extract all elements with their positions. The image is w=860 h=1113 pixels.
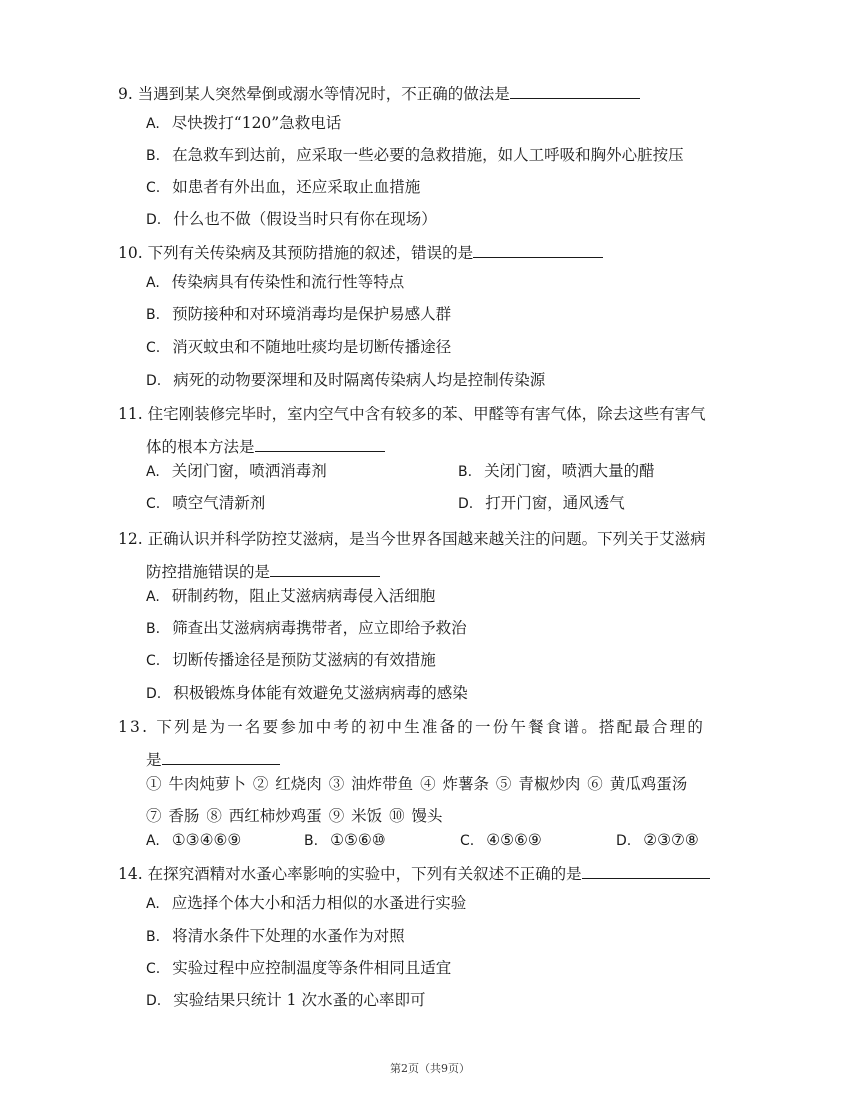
question-13-option-c: C. ④⑤⑥⑨ [460,831,542,849]
question-9-option-b: B. 在急救车到达前，应采取一些必要的急救措施，如人工呼吸和胸外心脏按压 [146,146,684,164]
question-text: 下列是为一名要参加中考的初中生准备的一份午餐食谱。搭配最合理的 [156,718,706,736]
page-footer: 第2页（共9页） [390,1062,470,1075]
question-text-cont: 防控措施错误的是 [146,563,271,581]
question-11-stem [118,398,763,464]
answer-blank[interactable] [510,82,640,99]
question-13-option-b: B. ①⑤⑥⑩ [304,831,386,849]
question-text: 在探究酒精对水蚤心率影响的实验中，下列有关叙述不正确的是 [147,865,582,883]
question-14-option-b: B. 将清水条件下处理的水蚤作为对照 [146,927,405,945]
menu-items-line-1: ① 牛肉炖萝卜 ② 红烧肉 ③ 油炸带鱼 ④ 炸薯条 ⑤ 青椒炒肉 ⑥ 黄瓜鸡蛋汤 [146,775,688,793]
question-11-option-b: B. 关闭门窗，喷洒大量的醋 [458,462,655,480]
question-10-option-c: C. 消灭蚊虫和不随地吐痰均是切断传播途径 [146,338,452,356]
question-11-option-a: A. 关闭门窗，喷洒消毒剂 [146,462,327,480]
question-9-stem [118,78,763,111]
question-text-cont: 体的根本方法是 [146,438,255,456]
question-12-option-a: A. 研制药物，阻止艾滋病病毒侵入活细胞 [146,587,436,605]
question-number: 12. [118,530,143,548]
question-12-stem [118,523,763,589]
menu-items-line-2: ⑦ 香肠 ⑧ 西红柿炒鸡蛋 ⑨ 米饭 ⑩ 馒头 [146,807,443,825]
question-9-option-a: A. 尽快拨打“120”急救电话 [146,114,342,132]
question-text: 住宅刚装修完毕时，室内空气中含有较多的苯、甲醛等有害气体，除去这些有害气 [147,405,706,423]
question-14-option-a: A. 应选择个体大小和活力相似的水蚤进行实验 [146,894,467,912]
question-text: 当遇到某人突然晕倒或溺水等情况时，不正确的做法是 [137,85,510,103]
question-12-option-c: C. 切断传播途径是预防艾滋病的有效措施 [146,651,436,669]
question-number: 14. [118,865,143,883]
question-11-option-c: C. 喷空气清新剂 [146,494,266,512]
question-10-stem [118,237,763,270]
question-14-option-c: C. 实验过程中应控制温度等条件相同且适宜 [146,959,452,977]
answer-blank[interactable] [162,748,280,765]
question-9-option-c: C. 如患者有外出血，还应采取止血措施 [146,178,421,196]
question-13-option-a: A. ①③④⑥⑨ [146,831,242,849]
question-number: 10. [118,244,143,262]
question-13-option-d: D. ②③⑦⑧ [616,831,699,849]
question-9-option-d: D. 什么也不做（假设当时只有你在现场） [146,210,437,228]
question-number: 13. [118,718,150,736]
question-text: 正确认识并科学防控艾滋病，是当今世界各国越来越关注的问题。下列关于艾滋病 [147,530,706,548]
question-number: 9. [118,85,133,103]
question-12-option-b: B. 筛查出艾滋病病毒携带者，应立即给予救治 [146,619,467,637]
question-text-cont: 是 [146,751,162,769]
answer-blank[interactable] [255,435,385,452]
question-10-option-d: D. 病死的动物要深埋和及时隔离传染病人均是控制传染源 [146,371,546,389]
answer-blank[interactable] [270,560,380,577]
question-10-option-a: A. 传染病具有传染性和流行性等特点 [146,273,405,291]
answer-blank[interactable] [582,862,710,879]
question-11-option-d: D. 打开门窗，通风透气 [458,494,625,512]
question-14-option-d: D. 实验结果只统计 1 次水蚤的心率即可 [146,991,426,1009]
question-number: 11. [118,405,143,423]
answer-blank[interactable] [473,241,603,258]
question-12-option-d: D. 积极锻炼身体能有效避免艾滋病病毒的感染 [146,684,468,702]
question-10-option-b: B. 预防接种和对环境消毒均是保护易感人群 [146,305,452,323]
question-14-stem [118,858,778,891]
question-text: 下列有关传染病及其预防措施的叙述，错误的是 [147,244,474,262]
question-13-stem [118,711,763,777]
